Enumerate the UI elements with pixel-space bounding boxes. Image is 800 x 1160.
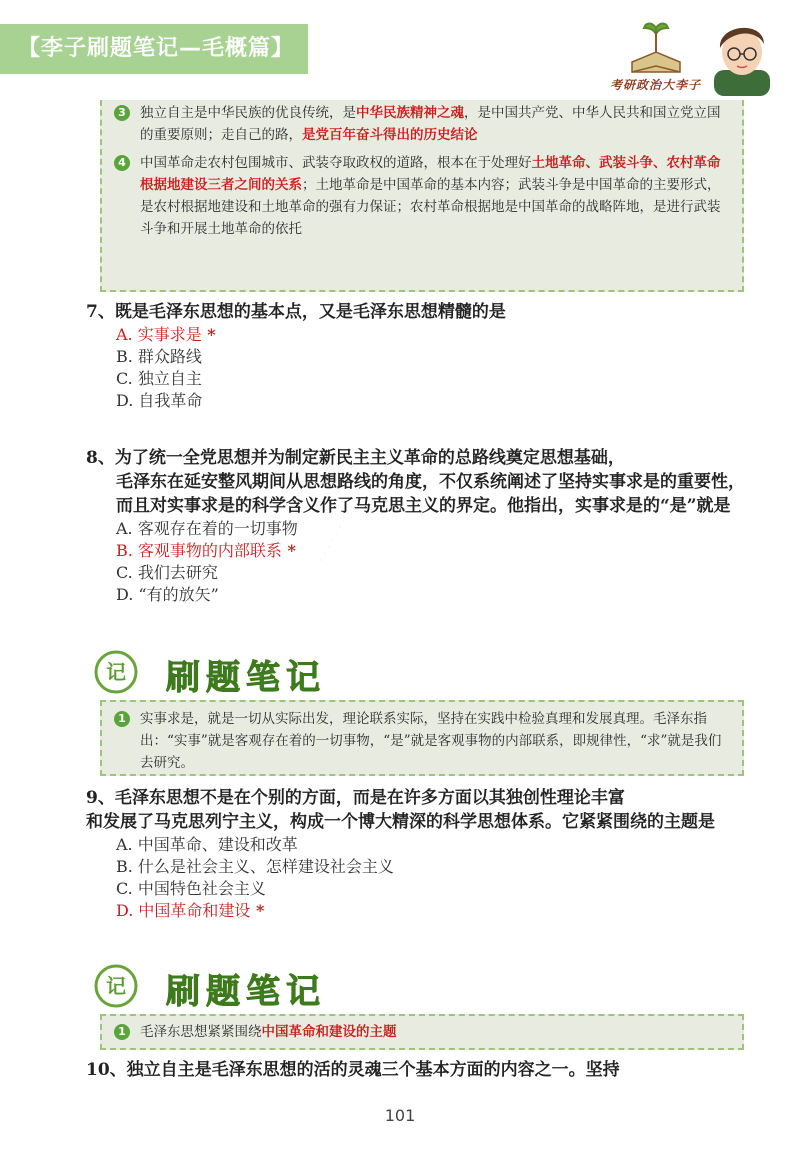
- note-item: [112, 708, 728, 774]
- note-text: 实事求是，就是一切从实际出发，理论联系实际，坚持在实践中检验真理和发展真理。毛泽东指出：“实事”就是客观存在着的一切事物，“是”就是客观事物的内部联系，即规律性，“求”就是我们去研究。: [140, 711, 722, 771]
- question-stem: [86, 446, 756, 518]
- option-c: C. 中国特色社会主义: [116, 879, 266, 898]
- notes-box: [100, 700, 744, 776]
- notes-header: [86, 958, 744, 1018]
- option-c: C. 独立自主: [116, 369, 202, 388]
- number-badge-icon: 1: [114, 1024, 130, 1040]
- watermark: · · · · · · · · · · ·: [313, 488, 367, 566]
- brand-text: 考研政治大李子: [610, 78, 702, 92]
- option-b: B. 客观事物的内部联系 *: [116, 541, 296, 560]
- question-8: [86, 446, 756, 606]
- notes-box: [100, 1014, 744, 1050]
- stem-line-1: 8、为了统一全党思想并为制定新民主主义革命的总路线奠定思想基础，: [86, 448, 625, 468]
- note-item: [112, 1021, 728, 1043]
- badge-char: 记: [106, 974, 126, 998]
- note-text: 中国革命走农村包围城市、武装夺取政权的道路，根本在于处理好: [140, 155, 532, 171]
- option-b: B. 群众路线: [116, 347, 202, 366]
- question-7: [86, 300, 756, 412]
- options-list: [86, 834, 756, 922]
- notes-title: 刷题笔记: [166, 658, 326, 698]
- options-list: [86, 518, 756, 606]
- option-d: D. 自我革命: [116, 391, 203, 410]
- correct-mark-icon: *: [250, 901, 265, 920]
- option-b: B. 什么是社会主义、怎样建设社会主义: [116, 857, 394, 876]
- stem-rest: 和发展了马克思列宁主义，构成一个博大精深的科学思想体系。它紧紧围绕的主题是: [86, 812, 715, 832]
- number-badge-icon: 3: [114, 105, 130, 121]
- note-text: 毛泽东思想紧紧围绕: [140, 1024, 262, 1040]
- highlight-text: 是党百年奋斗得出的历史结论: [302, 127, 478, 143]
- question-stem: [86, 786, 756, 834]
- note-badge-icon: [94, 650, 138, 694]
- note-text: ，是中国共产党、中华人民共和国立党立国的重要原则；走自己的路，: [140, 105, 721, 143]
- stem-rest: 毛泽东在延安整风期间从思想路线的角度，不仅系统阐述了坚持实事求是的重要性，而且对实事求是的科学含义作了马克思主义的界定。他指出，实事求是的“是”就是: [116, 472, 745, 516]
- correct-mark-icon: *: [201, 325, 216, 344]
- note-badge-icon: [94, 964, 138, 1008]
- question-stem: 7、既是毛泽东思想的基本点，又是毛泽东思想精髓的是: [86, 302, 506, 322]
- number-badge-icon: 4: [114, 155, 130, 171]
- option-c: C. 我们去研究: [116, 563, 218, 582]
- header-title: 【李子刷题笔记—毛概篇】: [0, 24, 308, 74]
- highlight-text: 中国革命和建设的主题: [261, 1024, 397, 1040]
- option-d: D. “有的放矢”: [116, 585, 219, 604]
- option-d: D. 中国革命和建设 *: [116, 901, 265, 920]
- badge-char: 记: [106, 660, 126, 684]
- question-10: [86, 1058, 756, 1082]
- question-9: [86, 786, 756, 922]
- number-badge-icon: 1: [114, 711, 130, 727]
- option-a: A. 客观存在着的一切事物: [116, 519, 298, 538]
- correct-mark-icon: *: [281, 541, 296, 560]
- notes-title: 刷题笔记: [166, 972, 326, 1012]
- stem-line-1: 9、毛泽东思想不是在个别的方面，而是在许多方面以其独创性理论丰富: [86, 788, 625, 808]
- option-a: A. 实事求是 *: [116, 325, 216, 344]
- note-item: [112, 152, 730, 240]
- page-number: 101: [384, 1106, 416, 1125]
- option-a: A. 中国革命、建设和改革: [116, 835, 298, 854]
- top-note-box: [100, 100, 744, 292]
- avatar: [706, 14, 778, 96]
- highlight-text: 中华民族精神之魂: [356, 105, 464, 121]
- note-text: ；土地革命是中国革命的基本内容；武装斗争是中国革命的主要形式，是农村根据地建设和土地革命的强有力保证；农村革命根据地是中国革命的战略阵地，是进行武装斗争和开展土地革命的依托: [140, 177, 721, 237]
- highlight-text: 土地革命、武装斗争、农村革命根据地建设三者之间的关系: [140, 155, 721, 193]
- note-item: [112, 102, 730, 146]
- question-stem: 10、独立自主是毛泽东思想的活的灵魂三个基本方面的内容之一。坚持: [86, 1060, 620, 1080]
- note-text: 独立自主是中华民族的优良传统，是: [140, 105, 356, 121]
- options-list: [86, 324, 756, 412]
- notes-header: [86, 644, 744, 704]
